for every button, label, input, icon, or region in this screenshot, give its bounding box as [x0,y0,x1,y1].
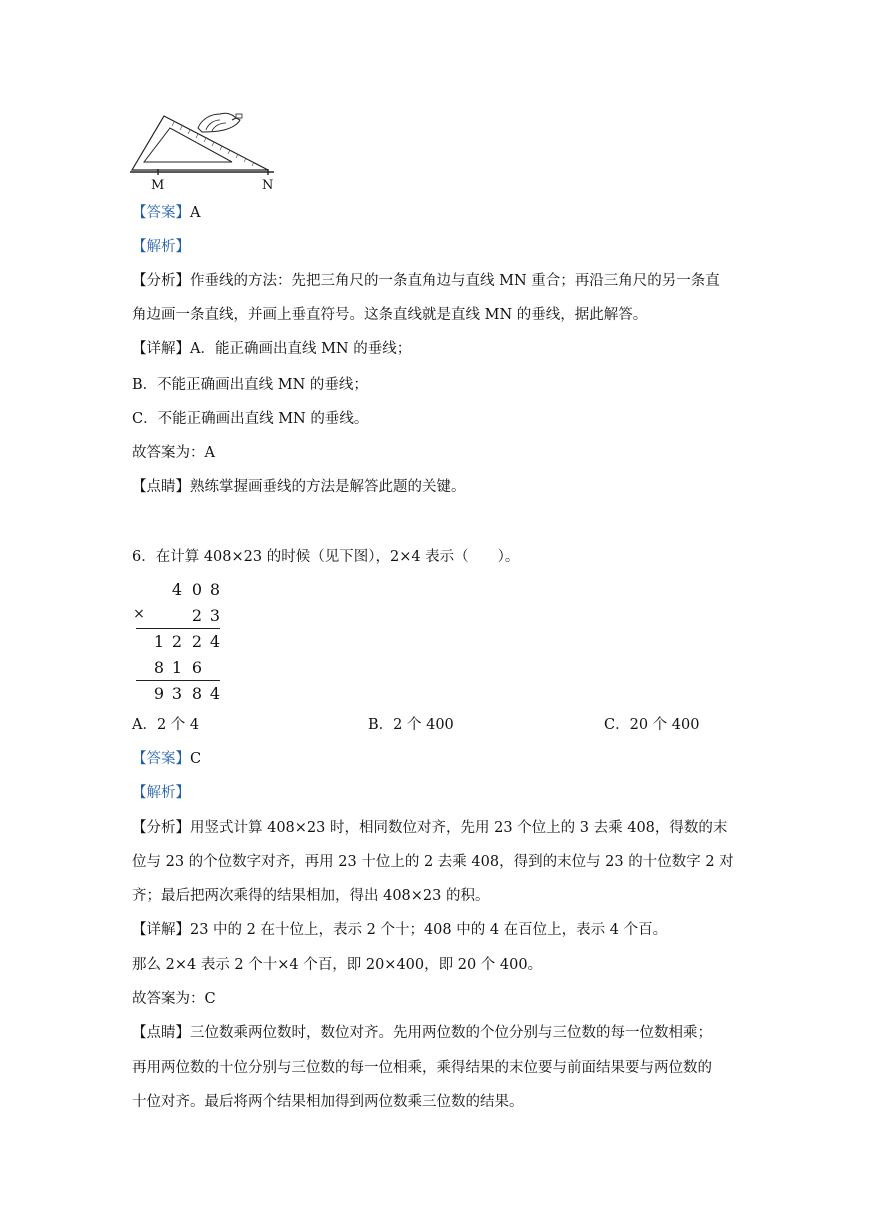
q5-line-b: B．不能正确画出直线 MN 的垂线； [132,377,368,393]
answer-value: A [190,205,201,221]
calc-row-partial1 [132,632,222,654]
q6-fenxi-line1 [132,818,727,838]
q6-dianjing-line1 [132,1023,712,1043]
vertical-multiplication [132,580,232,710]
calc-digit: 9 [153,684,165,703]
calc-digit: 6 [191,658,203,677]
dianjing-tag: 【点睛】 [132,479,190,495]
calc-digit: 3 [209,606,221,625]
fenxi-text: 用竖式计算 408×23 时，相同数位对齐，先用 23 个位上的 3 去乘 408，得数的末 [190,820,728,836]
q5-fenxi-line1 [132,271,720,291]
q5-xiangjie [132,339,411,359]
label-m: M [151,178,165,193]
calc-digit: 8 [209,580,221,599]
q5-answer [132,203,200,223]
q6-xiangjie-line2: 那么 2×4 表示 2 个十×4 个百，即 20×400，即 20 个 400。 [132,957,543,973]
label-n: N [262,178,274,193]
calc-digit: 4 [171,580,183,599]
q5-conclusion: 故答案为：A [132,445,215,461]
q6-dianjing-line2: 再用两位数的十位分别与三位数的每一位相乘，乘得结果的末位要与前面结果要与两位数的 [132,1060,712,1076]
answer-tag: 【答案】 [132,751,190,767]
calc-row-partial2 [132,658,222,680]
xiangjie-tag: 【详解】 [132,341,190,357]
fenxi-tag: 【分析】 [132,273,190,289]
q5-dianjing [132,477,466,497]
option-c: C．20 个 400 [604,717,700,733]
calc-rule [136,680,220,681]
xiangjie-tag: 【详解】 [132,922,190,938]
option-b: B．2 个 400 [368,717,454,733]
q6-xiangjie-line1 [132,920,667,940]
calc-digit: 2 [171,632,183,651]
times-sign: × [133,606,145,622]
calc-digit: 4 [209,632,221,651]
q5-line-c: C．不能正确画出直线 MN 的垂线。 [132,411,369,427]
answer-tag: 【答案】 [132,205,190,221]
analysis-tag: 【解析】 [132,239,190,255]
fenxi-tag: 【分析】 [132,820,190,836]
dianjing-text: 三位数乘两位数时，数位对齐。先用两位数的个位分别与三位数的每一位数相乘； [190,1025,712,1041]
q6-question: 6．在计算 408×23 的时候（见下图），2×4 表示（ ）。 [132,549,520,565]
answer-value: C [190,751,202,767]
q5-fenxi-line2: 角边画一条直线，并画上垂直符号。这条直线就是直线 MN 的垂线，据此解答。 [132,307,648,323]
q6-answer [132,749,201,769]
calc-digit: 8 [153,658,165,677]
xiangjie-text: A．能正确画出直线 MN 的垂线； [190,341,412,357]
q6-fenxi-line3: 齐；最后把两次乘得的结果相加，得出 408×23 的积。 [132,888,490,904]
calc-digit: 1 [153,632,165,651]
dianjing-text: 熟练掌握画垂线的方法是解答此题的关键。 [190,479,466,495]
calc-digit: 2 [191,632,203,651]
analysis-tag: 【解析】 [132,785,190,801]
q6-conclusion: 故答案为：C [132,991,216,1007]
xiangjie-text: 23 中的 2 在十位上，表示 2 个十；408 中的 4 在百位上，表示 4 个百。 [190,922,668,938]
calc-digit: 2 [191,606,203,625]
calc-digit: 8 [191,684,203,703]
calc-row-product [132,684,222,706]
calc-rule [136,628,220,629]
option-a: A．2 个 4 [132,717,200,733]
calc-digit: 0 [191,580,203,599]
q6-dianjing-line3: 十位对齐。最后将两个结果相加得到两位数乘三位数的结果。 [132,1094,524,1110]
calc-row-multiplicand [132,580,222,602]
calc-digit: 1 [171,658,183,677]
calc-digit: 4 [209,684,221,703]
q6-fenxi-line2: 位与 23 的个位数字对齐，再用 23 十位上的 2 去乘 408，得到的末位与 23 的十位数字 2 对 [132,854,734,870]
calc-row-multiplier [132,606,222,628]
fenxi-text: 作垂线的方法：先把三角尺的一条直角边与直线 MN 重合；再沿三角尺的另一条直 [190,273,720,289]
dianjing-tag: 【点睛】 [132,1025,190,1041]
calc-digit: 3 [171,684,183,703]
